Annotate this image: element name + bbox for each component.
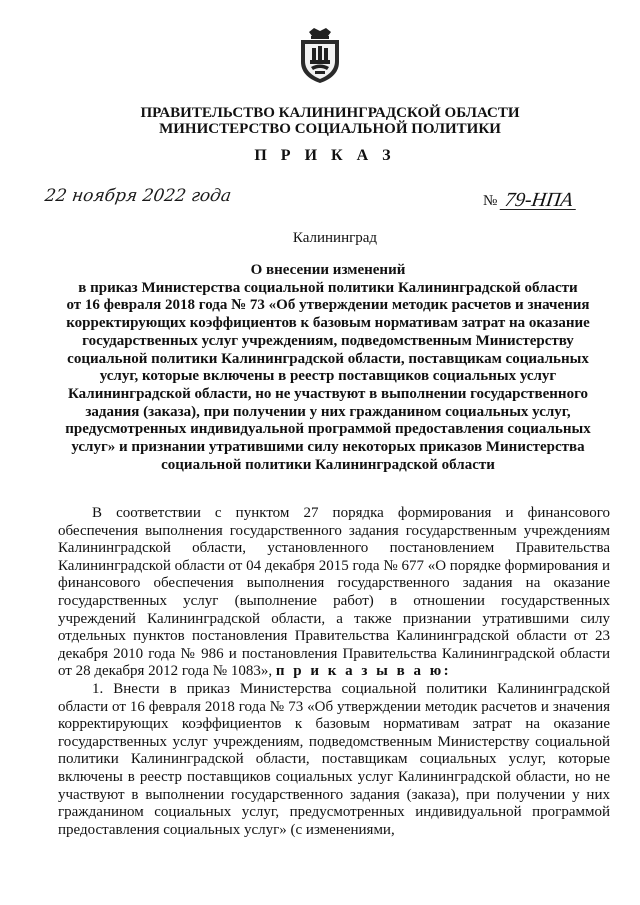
preamble-text: В соответствии с пунктом 27 порядка формирования и финансового обеспечения выполнения государственного задания государственным учреждениям Калининградской области, установленного постановлением Правительства Калининградской области от 04 декабря 2015 года № 677 «О порядке формирования и финансового обеспечения выполнения государственного задания на оказание государственных услуг (выполнение работ) в отношении государственных учреждений Калининградской области, а также признании утратившими силу отдельных пунктов постановления Правительства Калининградской области от 23 декабря 2010 года № 986 и постановления Правительства Калининградской области от 28 декабря 2012 года № 1083», bbox=[58, 505, 610, 680]
issuing-authority bbox=[0, 105, 640, 137]
subject-line: социальной политики Калининградской области, поставщикам социальных bbox=[67, 350, 589, 367]
document-number bbox=[483, 191, 577, 210]
document-type-title: П Р И К А З bbox=[254, 147, 396, 164]
subject-line: задания (заказа), при получении у них гражданином социальных услуг, bbox=[85, 403, 571, 420]
coat-of-arms-icon bbox=[297, 26, 343, 84]
ministry-name: МИНИСТЕРСТВО СОЦИАЛЬНОЙ ПОЛИТИКИ bbox=[159, 121, 501, 137]
city-name: Калининград bbox=[292, 230, 378, 246]
handwritten-number: 79-НПА bbox=[500, 191, 579, 210]
subject-line: О внесении изменений bbox=[250, 262, 406, 278]
subject-line: государственных услуг учреждениям, подведомственным Министерству bbox=[82, 332, 574, 349]
document-body bbox=[58, 505, 610, 839]
order-keyword: п р и к а з ы в а ю: bbox=[275, 663, 452, 680]
subject-line: услуг, которые включены в реестр поставщиков социальных услуг bbox=[99, 368, 557, 385]
government-name: ПРАВИТЕЛЬСТВО КАЛИНИНГРАДСКОЙ ОБЛАСТИ bbox=[140, 105, 520, 121]
handwritten-date: 22 ноября 2022 года bbox=[43, 186, 233, 206]
subject-line: Калининградской области, но не участвуют в выполнении государственного bbox=[67, 385, 589, 402]
document-subject bbox=[58, 262, 598, 474]
subject-line: предусмотренных индивидуальной программой предоставления социальных bbox=[65, 421, 591, 438]
subject-line: услуг» и признании утратившими силу некоторых приказов Министерства bbox=[71, 439, 585, 456]
preamble-paragraph bbox=[58, 505, 610, 681]
clause-1-paragraph: 1. Внести в приказ Министерства социальной политики Калининградской области от 16 февраля 2018 года № 73 «Об утверждении методик расчетов и значения корректирующих коэффициентов к базовым нормативам затрат на оказание государственных услуг учреждениям, подведомственным Министерству социальной политики Калининградской области, поставщикам социальных услуг, которые включены в реестр поставщиков социальных услуг Калининградской области, но не участвуют в выполнении государственного задания (заказа), при получении у них гражданином социальных услуг, предусмотренных индивидуальной программой предоставления социальных услуг» (с изменениями, bbox=[58, 680, 610, 838]
subject-line: в приказ Министерства социальной политики Калининградской области bbox=[78, 279, 578, 296]
subject-line: социальной политики Калининградской области bbox=[161, 456, 495, 473]
subject-line: корректирующих коэффициентов к базовым нормативам затрат на оказание bbox=[66, 315, 590, 332]
subject-line: от 16 февраля 2018 года № 73 «Об утверждении методик расчетов и значения bbox=[66, 297, 590, 314]
number-sign: № bbox=[483, 193, 498, 209]
